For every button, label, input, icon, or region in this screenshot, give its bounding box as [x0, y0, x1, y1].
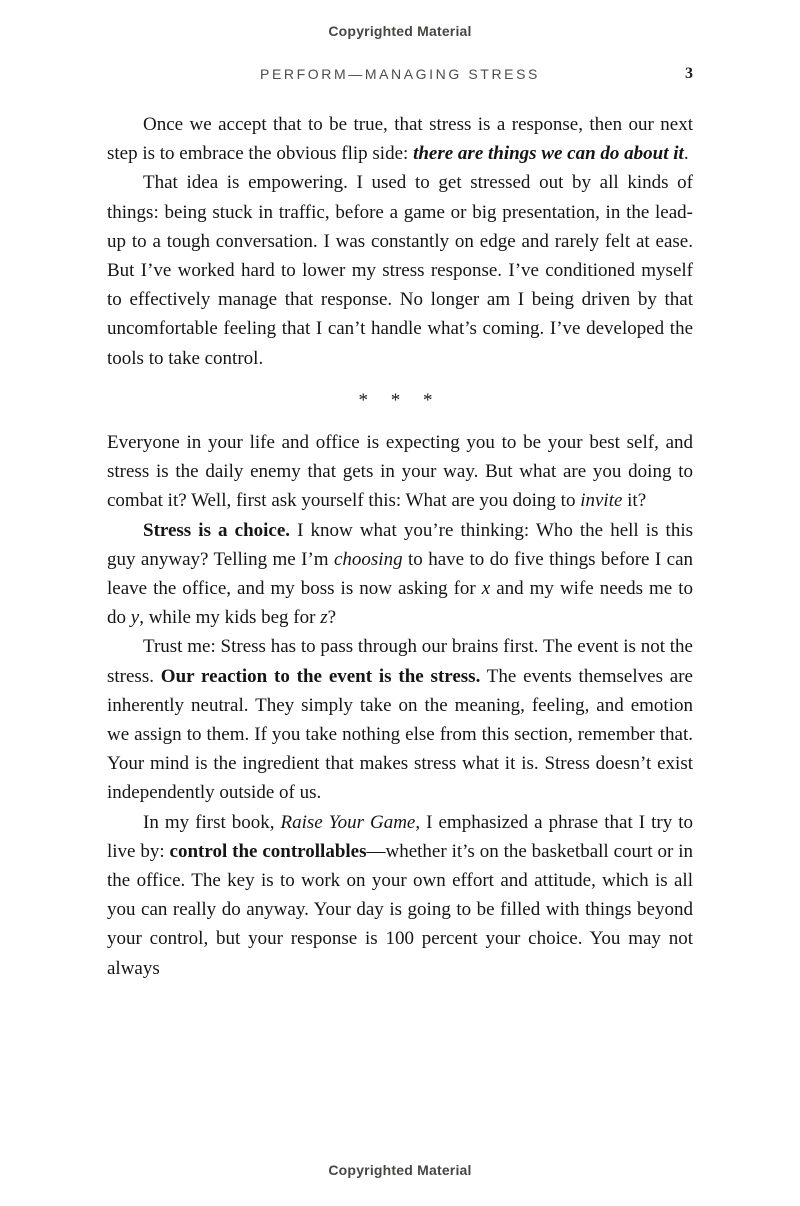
paragraph	[107, 428, 693, 516]
text-run: x	[481, 578, 491, 600]
text-run: That idea is empowering. I used to get stressed out by all kinds of things: being stuck in traffic, before a game or big presentation, in the lead-up to a tough conversation. I was constantly on edge and rarely felt at ease. But I’ve worked hard to lower my stress response. I’ve conditioned myself to effectively manage that response. No longer am I being driven by that uncomfortable feeling that I can’t handle what’s coming. I’ve developed the tools to take control.	[107, 172, 693, 369]
paragraph	[107, 808, 693, 983]
text-run: Raise Your Game	[280, 811, 416, 833]
text-run: .	[683, 143, 689, 165]
copyright-notice-bottom: Copyrighted Material	[328, 1162, 472, 1178]
chapter-title: PERFORM—MANAGING STRESS	[260, 66, 540, 82]
text-run: and my wife needs me to do	[107, 578, 693, 629]
text-run: Once we accept that to be true, that stress is a response, then our next step is to embrace the obvious flip side:	[107, 114, 693, 165]
text-run: ?	[327, 607, 337, 629]
text-run: to have to do five things before I can leave the office, and my boss is now asking for	[107, 548, 693, 600]
text-run: Stress is a choice.	[143, 519, 291, 541]
text-run: Our reaction to the event is the stress.	[160, 665, 481, 687]
copyright-notice-top: Copyrighted Material	[328, 23, 472, 39]
text-run: Trust me: Stress has to pass through our brains first. The event is not the stress.	[107, 636, 693, 687]
text-run: In my first book,	[143, 811, 281, 833]
text-run: , I emphasized a phrase that I try to live by:	[107, 811, 693, 862]
paragraph	[107, 516, 693, 633]
text-run: it?	[622, 490, 647, 512]
text-run: Everyone in your life and office is expecting you to be your best self, and stress is the daily enemy that gets in your way. But what are you doing to combat it? Well, first ask yourself this: What are you doing to	[107, 432, 693, 512]
text-run: —whether it’s on the basketball court or in the office. The key is to work on your own effort and attitude, which is all you can really do anyway. Your day is going to be filled with things beyond your control, but your response is 100 percent your choice. You may not always	[107, 840, 694, 979]
section-break: * * *	[358, 389, 442, 411]
text-run: invite	[580, 490, 623, 512]
text-run: control the controllables	[169, 840, 367, 862]
paragraph	[107, 168, 693, 372]
text-run: z	[320, 607, 328, 629]
running-header	[107, 65, 693, 83]
text-run: The events themselves are inherently neutral. They simply take on the meaning, feeling, and emotion we assign to them. If you take nothing else from this section, remember that. Your mind is the ingredient that makes stress what it is. Stress doesn’t exist independently outside of us.	[107, 665, 693, 804]
text-run: I know what you’re thinking: Who the hell is this guy anyway? Telling me I’m	[107, 519, 693, 570]
text-run: y	[130, 607, 140, 629]
paragraph	[107, 110, 693, 168]
text-run: choosing	[333, 548, 403, 570]
text-run: there are things we can do about it	[413, 143, 684, 165]
body-text	[107, 110, 693, 983]
paragraph	[107, 632, 693, 807]
text-run: , while my kids beg for	[139, 607, 321, 629]
page-number: 3	[685, 65, 693, 82]
